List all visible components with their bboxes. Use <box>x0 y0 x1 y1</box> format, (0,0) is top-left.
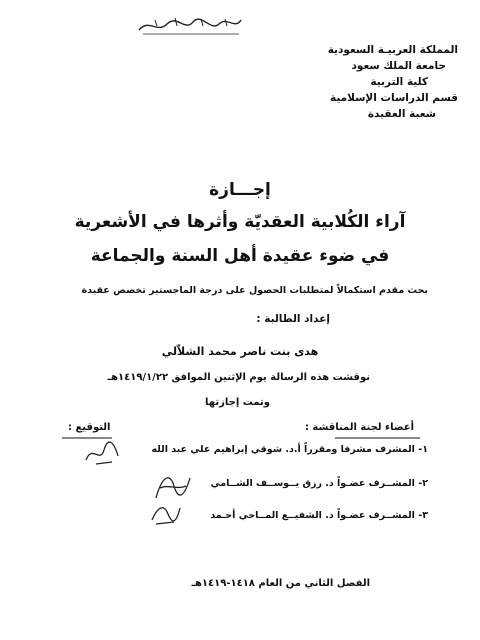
signature-label: التوقيع : <box>68 422 111 433</box>
thesis-title-line-2: في ضوء عقيدة أهل السنة والجماعة <box>90 246 390 266</box>
committee-underline <box>335 436 420 440</box>
committee-label: أعضاء لجنة المناقشة : <box>304 422 414 433</box>
defense-date: نوقشت هذه الرسالة يوم الإثنين الموافق ١٤١٩/١/٢٢هـ <box>107 372 370 383</box>
thesis-title-line-1: آراء الكُلابية العقديّة وأثرها في الأشعرية <box>74 212 406 232</box>
approval-text: وتمت إجازتها <box>205 397 270 408</box>
purpose-text: بحث مقدم استكمالاً لمتطلبات الحصول على درجة الماجستير تخصص عقيدة <box>81 285 428 296</box>
institution-line-3: كلية التربية <box>370 76 428 88</box>
signature-2 <box>150 468 195 504</box>
institution-line-5: شعبة العقيدة <box>367 108 436 120</box>
committee-member-3: ٣- المشــرف عضـواً د. الشفيــع المــاحي أحـمد <box>210 510 428 521</box>
committee-member-1: ١- المشرف مشرفا ومقرراً أ.د. شوقي إبراهيم علي عبد الله <box>151 444 428 455</box>
signature-1 <box>82 438 122 468</box>
heading: إجـــازة <box>209 180 271 200</box>
student-name: هدى بنت ناصر محمد الشلاّلي <box>161 345 319 358</box>
institution-line-4: قسم الدراسات الإسلامية <box>329 92 458 104</box>
semester-note: الفصل الثاني من العام ١٤١٨-١٤١٩هـ <box>191 578 370 589</box>
institution-line-1: المملكة العربيـة السعودية <box>327 44 458 56</box>
institution-line-2: جامعة الملك سعود <box>351 60 446 72</box>
institution-block <box>328 42 458 122</box>
signature-3 <box>148 500 183 528</box>
committee-member-2: ٢- المشــرف عضـواً د. رزق يــوســف الشــامي <box>210 478 428 489</box>
basmala-calligraphy <box>135 14 245 38</box>
prepared-by-label: إعداد الطالبة : <box>256 313 330 325</box>
